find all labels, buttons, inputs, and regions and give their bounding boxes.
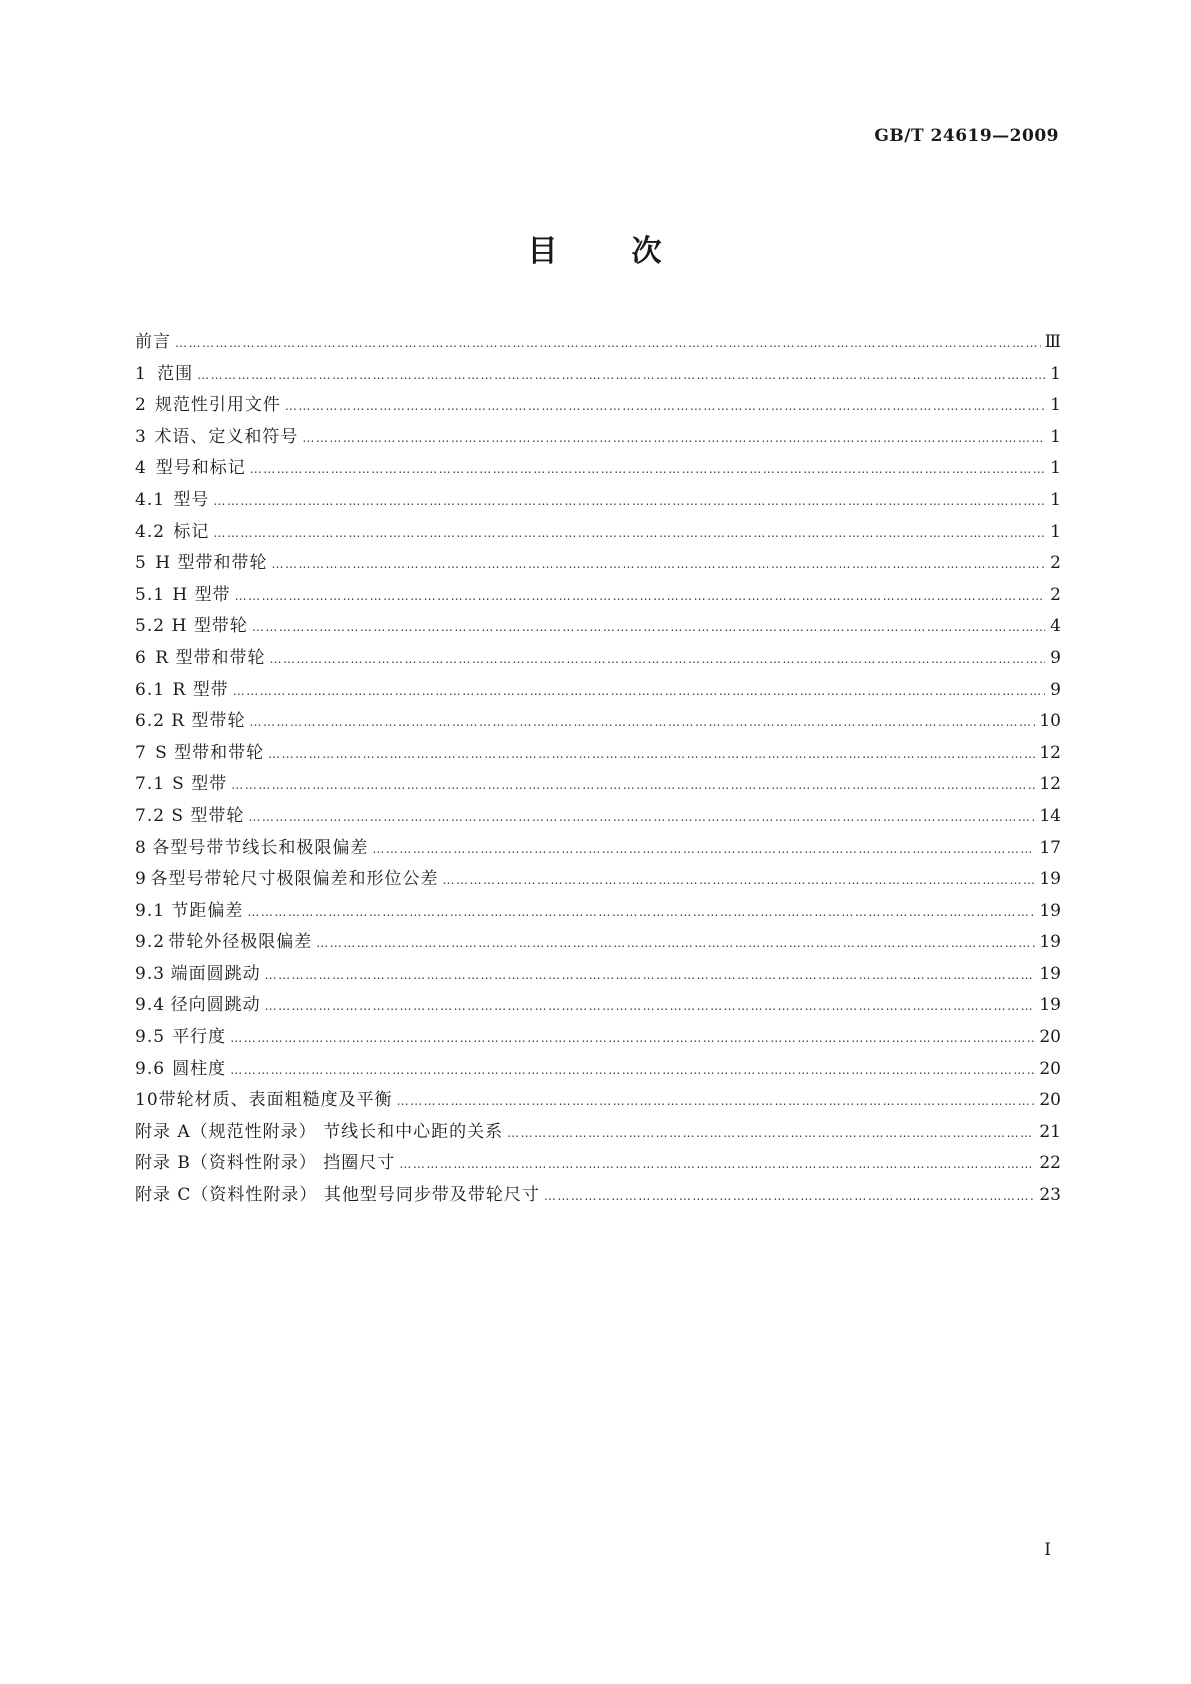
toc-dot-leader xyxy=(271,549,1045,581)
toc-entry-page: 1 xyxy=(1050,426,1061,447)
toc-dot-leader xyxy=(230,1055,1035,1087)
toc-entry[interactable] xyxy=(135,738,1061,770)
toc-entry[interactable] xyxy=(135,1054,1061,1086)
toc-dot-leader xyxy=(252,612,1045,644)
toc-entry-title: S 型带轮 xyxy=(171,805,245,826)
toc-entry-page: 12 xyxy=(1039,774,1061,795)
toc-entry-number: 8 xyxy=(135,837,147,858)
toc-entry[interactable] xyxy=(135,896,1061,928)
toc-dot-leader xyxy=(213,518,1045,550)
toc-entry-page: 9 xyxy=(1050,679,1061,700)
toc-entry[interactable] xyxy=(135,359,1061,391)
toc-dot-leader xyxy=(235,581,1045,613)
toc-entry-number: 6 xyxy=(135,647,147,668)
toc-entry-page: 1 xyxy=(1050,363,1061,384)
toc-entry-title: 端面圆跳动 xyxy=(170,963,261,984)
toc-dot-leader xyxy=(507,1118,1035,1150)
toc-entry-page: 1 xyxy=(1050,458,1061,479)
toc-entry[interactable] xyxy=(135,706,1061,738)
toc-entry[interactable] xyxy=(135,927,1061,959)
toc-entry-number: 9.3 xyxy=(135,963,166,984)
toc-entry[interactable] xyxy=(135,833,1061,865)
toc-entry[interactable] xyxy=(135,1085,1061,1117)
toc-entry-page: 12 xyxy=(1039,742,1061,763)
toc-dot-leader xyxy=(270,644,1046,676)
toc-entry-title: 范围 xyxy=(157,363,194,384)
toc-entry-number: 7.1 xyxy=(135,774,166,795)
toc-entry-page: 20 xyxy=(1039,1058,1061,1079)
toc-entry[interactable] xyxy=(135,990,1061,1022)
toc-entry-number: 1 xyxy=(135,363,147,384)
toc-entry-title: 带轮外径极限偏差 xyxy=(168,932,313,953)
toc-entry-page: 21 xyxy=(1039,1121,1061,1142)
toc-dot-leader xyxy=(268,739,1035,771)
toc-dot-leader xyxy=(231,770,1035,802)
page-title-part1: 目 xyxy=(527,234,560,269)
toc-entry[interactable] xyxy=(135,675,1061,707)
toc-entry[interactable] xyxy=(135,864,1061,896)
toc-entry-page: 23 xyxy=(1039,1185,1061,1206)
toc-entry[interactable] xyxy=(135,580,1061,612)
toc-entry-title: 径向圆跳动 xyxy=(170,995,261,1016)
toc-entry-page: 9 xyxy=(1050,647,1061,668)
toc-dot-leader xyxy=(197,360,1045,392)
toc-entry-number: 5.2 xyxy=(135,616,166,637)
page-title-part2: 次 xyxy=(631,234,664,269)
toc-dot-leader xyxy=(233,676,1045,708)
toc-entry-title: R 型带 xyxy=(172,679,229,700)
toc-entry-page: 19 xyxy=(1039,869,1061,890)
toc-dot-leader xyxy=(265,991,1036,1023)
toc-entry-page: 14 xyxy=(1039,805,1061,826)
toc-entry-title: 规范性引用文件 xyxy=(154,395,281,416)
toc-entry-number: 10 xyxy=(135,1090,159,1111)
toc-entry-page: 20 xyxy=(1039,1090,1061,1111)
toc-entry-title: 前言 xyxy=(135,332,171,352)
toc-entry[interactable] xyxy=(135,801,1061,833)
toc-entry-number: 9.2 xyxy=(135,932,166,953)
toc-entry[interactable] xyxy=(135,390,1061,422)
toc-dot-leader xyxy=(213,486,1045,518)
toc-entry-title: 型号和标记 xyxy=(155,458,246,479)
toc-entry[interactable] xyxy=(135,769,1061,801)
toc-entry-page: 20 xyxy=(1039,1027,1061,1048)
toc-dot-leader xyxy=(248,802,1035,834)
toc-entry-title: 型号 xyxy=(173,489,210,510)
toc-entry-title: S 型带和带轮 xyxy=(155,742,265,763)
toc-entry-page: 19 xyxy=(1039,963,1061,984)
toc-dot-leader xyxy=(443,865,1036,897)
standard-number: GB/T 24619—2009 xyxy=(874,126,1059,146)
toc-entry-page: 4 xyxy=(1050,616,1061,637)
toc-entry[interactable] xyxy=(135,422,1061,454)
toc-entry-title: 附录 C（资料性附录） 其他型号同步带及带轮尺寸 xyxy=(135,1185,540,1206)
toc-dot-leader xyxy=(285,391,1045,423)
toc-entry-number: 7 xyxy=(135,742,147,763)
toc-entry[interactable] xyxy=(135,643,1061,675)
toc-entry-page: 1 xyxy=(1050,521,1061,542)
toc-entry-title: 术语、定义和符号 xyxy=(154,426,299,447)
toc-entry-number: 7.2 xyxy=(135,805,166,826)
toc-entry-page: 2 xyxy=(1050,553,1061,574)
toc-dot-leader xyxy=(230,1023,1035,1055)
toc-entry-title: H 型带和带轮 xyxy=(155,553,268,574)
toc-entry-number: 6.1 xyxy=(135,679,166,700)
toc-entry-number: 3 xyxy=(135,426,147,447)
toc-entry-title: 附录 B（资料性附录） 挡圈尺寸 xyxy=(135,1153,396,1174)
toc-entry-number: 5.1 xyxy=(135,584,166,605)
toc-entry-page: 19 xyxy=(1039,995,1061,1016)
toc-entry-page: 1 xyxy=(1050,489,1061,510)
toc-entry[interactable] xyxy=(135,1117,1061,1149)
toc-entry-number: 5 xyxy=(135,553,147,574)
toc-entry-page: 19 xyxy=(1039,932,1061,953)
toc-entry[interactable] xyxy=(135,548,1061,580)
toc-dot-leader xyxy=(397,1086,1036,1118)
toc-dot-leader xyxy=(247,897,1035,929)
toc-entry-page: 2 xyxy=(1050,584,1061,605)
page-title xyxy=(0,226,1191,270)
toc-entry-title: 平行度 xyxy=(172,1027,227,1048)
toc-entry-number: 4.1 xyxy=(135,489,166,510)
toc-dot-leader xyxy=(399,1149,1035,1181)
toc-entry[interactable] xyxy=(135,611,1061,643)
toc-dot-leader xyxy=(316,928,1035,960)
toc-entry[interactable] xyxy=(135,959,1061,991)
toc-entry[interactable] xyxy=(135,327,1061,359)
toc-entry-title: R 型带轮 xyxy=(171,711,246,732)
toc-dot-leader xyxy=(302,423,1045,455)
toc-entry-title: 带轮材质、表面粗糙度及平衡 xyxy=(158,1090,393,1111)
toc-entry-title: 各型号带节线长和极限偏差 xyxy=(152,837,369,858)
toc-entry-number: 4.2 xyxy=(135,521,166,542)
toc-entry-page: 17 xyxy=(1039,837,1061,858)
toc-entry-title: 附录 A（规范性附录） 节线长和中心距的关系 xyxy=(135,1121,504,1142)
toc-entry-number: 9.1 xyxy=(135,900,166,921)
toc-entry-number: 2 xyxy=(135,395,147,416)
toc-entry-title: S 型带 xyxy=(172,774,228,795)
toc-dot-leader xyxy=(175,328,1041,360)
toc-entry-title: 各型号带轮尺寸极限偏差和形位公差 xyxy=(150,869,439,890)
toc-dot-leader xyxy=(250,707,1036,739)
toc-entry-title: R 型带和带轮 xyxy=(155,647,266,668)
toc-entry-title: 圆柱度 xyxy=(172,1058,227,1079)
toc-entry-number: 9.6 xyxy=(135,1058,166,1079)
toc-entry[interactable] xyxy=(135,485,1061,517)
toc-entry-page: 19 xyxy=(1039,900,1061,921)
toc-entry-title: 节距偏差 xyxy=(171,900,244,921)
toc-entry-number: 9 xyxy=(135,869,147,890)
toc-dot-leader xyxy=(544,1181,1036,1213)
toc-entry-title: 标记 xyxy=(173,521,210,542)
toc-dot-leader xyxy=(250,454,1045,486)
toc-entry-title: H 型带 xyxy=(172,584,231,605)
toc-entry-number: 9.5 xyxy=(135,1027,166,1048)
toc-entry-number: 4 xyxy=(135,458,147,479)
toc-entry[interactable] xyxy=(135,1180,1061,1212)
toc-entry-page: 10 xyxy=(1039,711,1061,732)
toc-dot-leader xyxy=(372,834,1035,866)
page-number: I xyxy=(1044,1540,1051,1560)
toc-entry-number: 6.2 xyxy=(135,711,166,732)
toc-entry[interactable] xyxy=(135,517,1061,549)
toc-entry-page: 1 xyxy=(1050,395,1061,416)
toc-dot-leader xyxy=(265,960,1036,992)
table-of-contents xyxy=(135,327,1061,1212)
toc-entry[interactable] xyxy=(135,1148,1061,1180)
toc-entry-page: Ⅲ xyxy=(1044,332,1061,352)
toc-entry[interactable] xyxy=(135,453,1061,485)
toc-entry-title: H 型带轮 xyxy=(171,616,248,637)
toc-entry-page: 22 xyxy=(1039,1153,1061,1174)
toc-entry-number: 9.4 xyxy=(135,995,166,1016)
toc-entry[interactable] xyxy=(135,1022,1061,1054)
